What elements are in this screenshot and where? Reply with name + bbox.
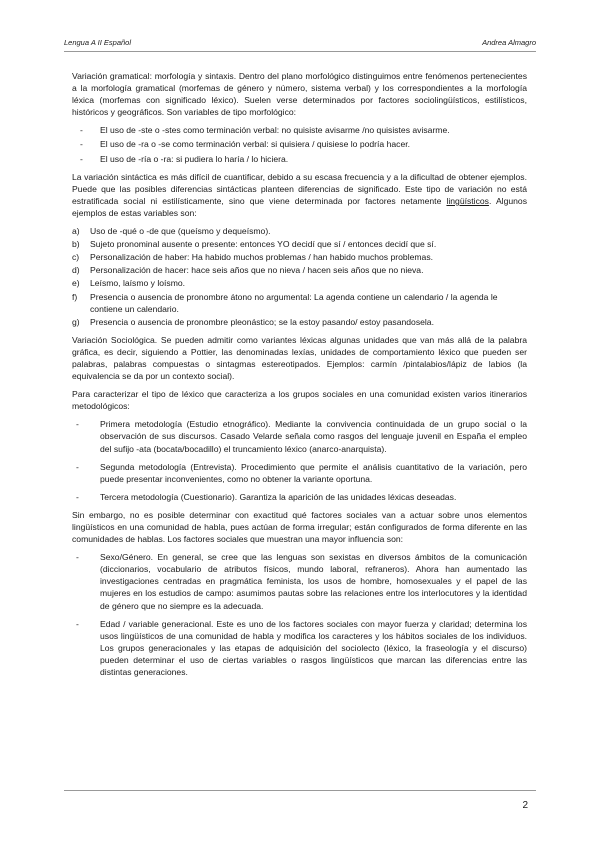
list-item: - Edad / variable generacional. Este es uno de los factores sociales con mayor fuerza y claridad; determina los usos lingüísticos de una comunidad de habla y modifica los caracteres y los hábitos sociales de los individuos. Los grupos generacionales y las etapas de adquisición del sociolecto (léxico, la fraseología y el discurso) pueden determinar el uso de ciertas variables o rasgos lingüísticos que marcan las diferencias entre las distintas generaciones.	[76, 618, 527, 678]
list-item: a) Uso de -qué o -de que (queísmo y dequeísmo).	[72, 226, 271, 237]
metodologias-intro: Para caracterizar el tipo de léxico que caracteriza a los grupos sociales en una comunidad existen varios itinerarios metodológicos:	[72, 389, 527, 412]
list-item: b) Sujeto pronominal ausente o presente: entonces YO decidí que sí / entonces decidí que sí.	[72, 239, 437, 250]
linguisticos-link[interactable]: lingüísticos	[446, 195, 489, 206]
page-number: 2	[522, 800, 528, 811]
list-item: - Primera metodología (Estudio etnográfico). Mediante la convivencia continuidada de un grupo social o la observación de sus discursos. Casado Velarde señala como rasgos del lenguaje juvenil en España el empleo del sufijo -ata (bocata/bocadillo) el truncamiento léxico (anarco-anarquista).	[76, 419, 527, 454]
gramatical-list	[72, 124, 527, 164]
page-body	[72, 70, 527, 684]
factores-intro: Sin embargo, no es posible determinar con exactitud qué factores sociales van a actuar sobre unos elementos lingüísticos en una comunidad de habla, pues actúan de forma irregular; están configurados de forma diferente en las comunidades de hablas. Los factores sociales que muestran una mayor influencia son:	[72, 509, 527, 545]
list-item: d) Personalización de hacer: hace seis años que no nieva / hacen seis años que no nieva.	[72, 265, 424, 276]
list-item: e) Leísmo, laísmo y loísmo.	[72, 278, 186, 289]
gramatical-intro: Variación gramatical: morfología y sintaxis. Dentro del plano morfológico distinguimos entre fenómenos pertenecientes a la morfología gramatical (morfemas de género y número, sistema verbal) y los correspondientes a la morfología léxica (morfemas con significado léxico). Suelen verse determinados por factores sociolingüísticos, estilísticos, históricos y geográficos. Son variables de tipo morfológico:	[72, 71, 527, 118]
list-item: - El uso de -ra o -se como terminación verbal: si quisiera / quisiese lo podría hacer.	[80, 139, 411, 150]
metodologias-list	[72, 418, 527, 503]
list-item: f) Presencia o ausencia de pronombre átono no argumental: La agenda contiene un calendario / la agenda le contiene un calendario.	[72, 291, 498, 314]
list-item: g) Presencia o ausencia de pronombre pleonástico; se la estoy pasando/ estoy pasandosela.	[72, 316, 434, 327]
header-course: Lengua A II Español	[64, 38, 131, 47]
list-item: - El uso de -ste o -stes como terminación verbal: no quisiste avisarme /no quisistes avisarme.	[80, 125, 450, 136]
list-item: c) Personalización de haber: Ha habido muchos problemas / han habido muchos problemas.	[72, 252, 433, 263]
list-item: - El uso de -ría o -ra: si pudiera lo haría / lo hiciera.	[80, 153, 289, 164]
header-divider	[64, 51, 536, 52]
header-author: Andrea Almagro	[482, 38, 536, 47]
list-item: - Tercera metodología (Cuestionario). Garantiza la aparición de las unidades léxicas deseadas.	[76, 491, 457, 502]
list-item: - Segunda metodología (Entrevista). Procedimiento que permite el análisis cuantitativo de la variación, pero puede presentar inconvenientes, como no obtener la variante oportuna.	[76, 461, 527, 484]
factores-list	[72, 551, 527, 678]
page-header	[64, 38, 536, 47]
footer-divider	[64, 790, 536, 791]
sociologica-paragraph: Variación Sociológica. Se pueden admitir como variantes léxicas algunas unidades que van más allá de la palabra gráfica, es decir, siguiendo a Pottier, las denominadas lexías, unidades de comportamiento léxico que pueden ser palabras, palabras compuestas o sintagmas estereotipados. Ejemplos: carmín /pintalabios/lápiz de labios (la equivalencia se da por un contexto social).	[72, 334, 527, 382]
sintactica-paragraph: La variación sintáctica es más difícil de cuantificar, debido a su escasa frecuencia y a la dificultad de obtener ejemplos. Puede que las posibles diferencias sintácticas planteen diferencias de significado. Este tipo de variación no está estratificada social ni estilísticamente, sino que viene determinada por factores netamente lingüísticos. Algunos ejemplos de estas variables son:	[72, 171, 527, 218]
list-item: - Sexo/Género. En general, se cree que las lenguas son sexistas en diversos ámbitos de la comunicación (diccionarios, vocabulario de atributos físicos, mundo laboral, refraneros). Ahora han aumentado las investigaciones centradas en pragmática feminista, los usos de hombre, homosexuales y el papel de las mujeres en los estudios de campo: asumimos pautas sobre las relaciones entre los interlocutores y la identidad de género que no siempre es la adecuada.	[76, 552, 527, 611]
sintactica-list	[72, 225, 527, 328]
